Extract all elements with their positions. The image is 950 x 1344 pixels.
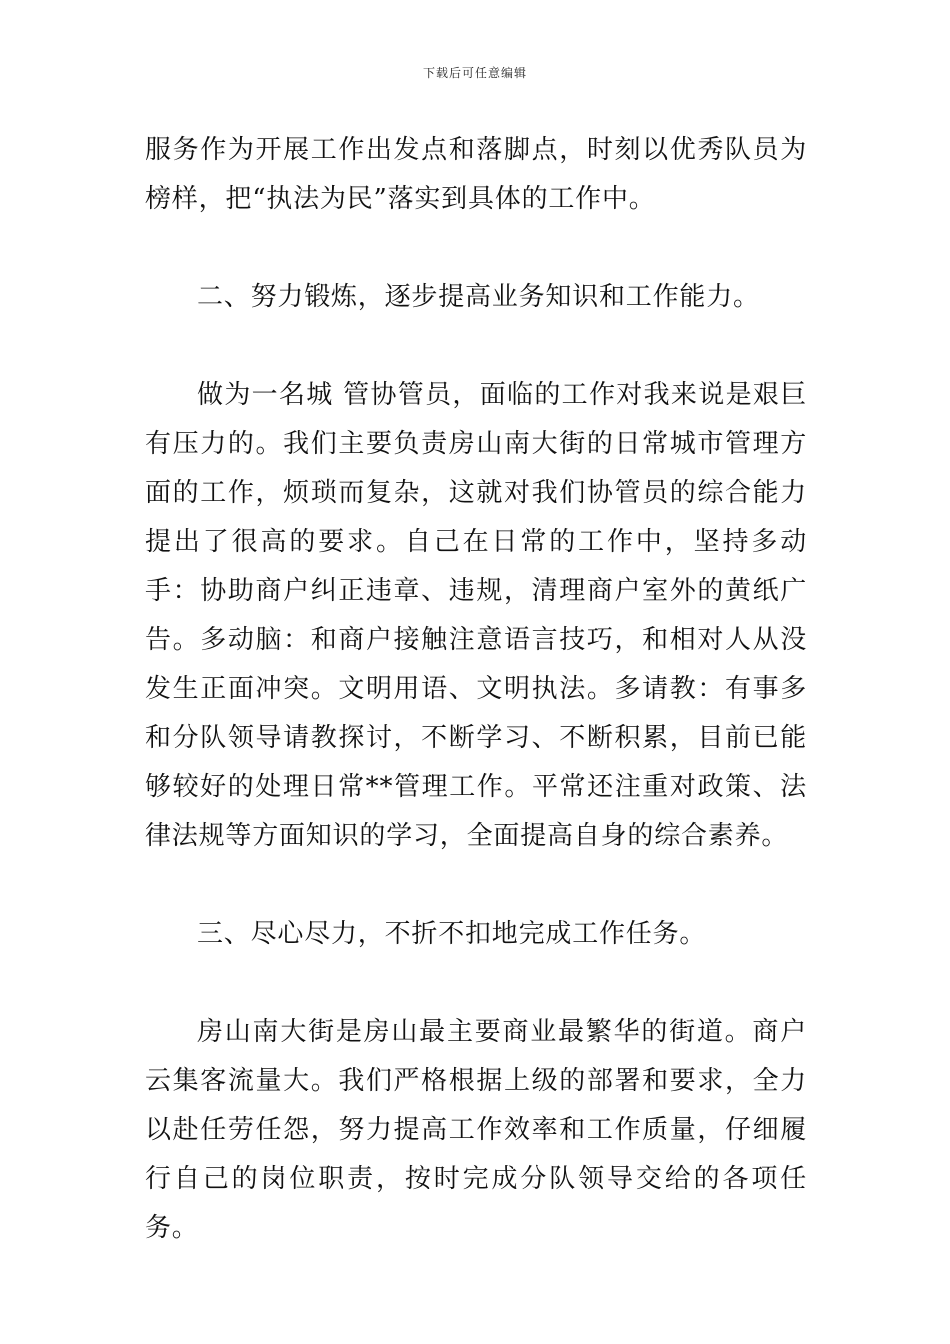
paragraph-gap xyxy=(145,224,807,273)
paragraph-section-3: 房山南大街是房山最主要商业最繁华的街道。商户云集客流量大。我们严格根据上级的部署和要求，全力以赴任劳任怨，努力提高工作效率和工作质量，仔细履行自己的岗位职责，按时完成分队领导交给的各项任务。 xyxy=(145,1017,807,1243)
paragraph-gap xyxy=(145,959,807,1008)
paragraph-continued: 服务作为开展工作出发点和落脚点，时刻以优秀队员为榜样，把“执法为民”落实到具体的工作中。 xyxy=(145,135,807,214)
paragraph-gap xyxy=(145,861,807,910)
paragraph-gap xyxy=(145,322,807,371)
section-heading-3: 三、尽心尽力，不折不扣地完成工作任务。 xyxy=(197,919,707,949)
document-body xyxy=(145,126,807,1253)
section-heading-2: 二、努力锻炼，逐步提高业务知识和工作能力。 xyxy=(197,282,760,312)
paragraph-section-2: 做为一名城 管协管员，面临的工作对我来说是艰巨有压力的。我们主要负责房山南大街的日常城市管理方面的工作，烦琐而复杂，这就对我们协管员的综合能力提出了很高的要求。自己在日常的工作中，坚持多动手：协助商户纠正违章、违规，清理商户室外的黄纸广告。多动脑：和商户接触注意语言技巧，和相对人从没发生正面冲突。文明用语、文明执法。多请教：有事多和分队领导请教探讨，不断学习、不断积累，目前已能够较好的处理日常**管理工作。平常还注重对政策、法律法规等方面知识的学习，全面提高自身的综合素养。 xyxy=(145,380,807,851)
page-header: 下载后可任意编辑 xyxy=(422,66,527,80)
